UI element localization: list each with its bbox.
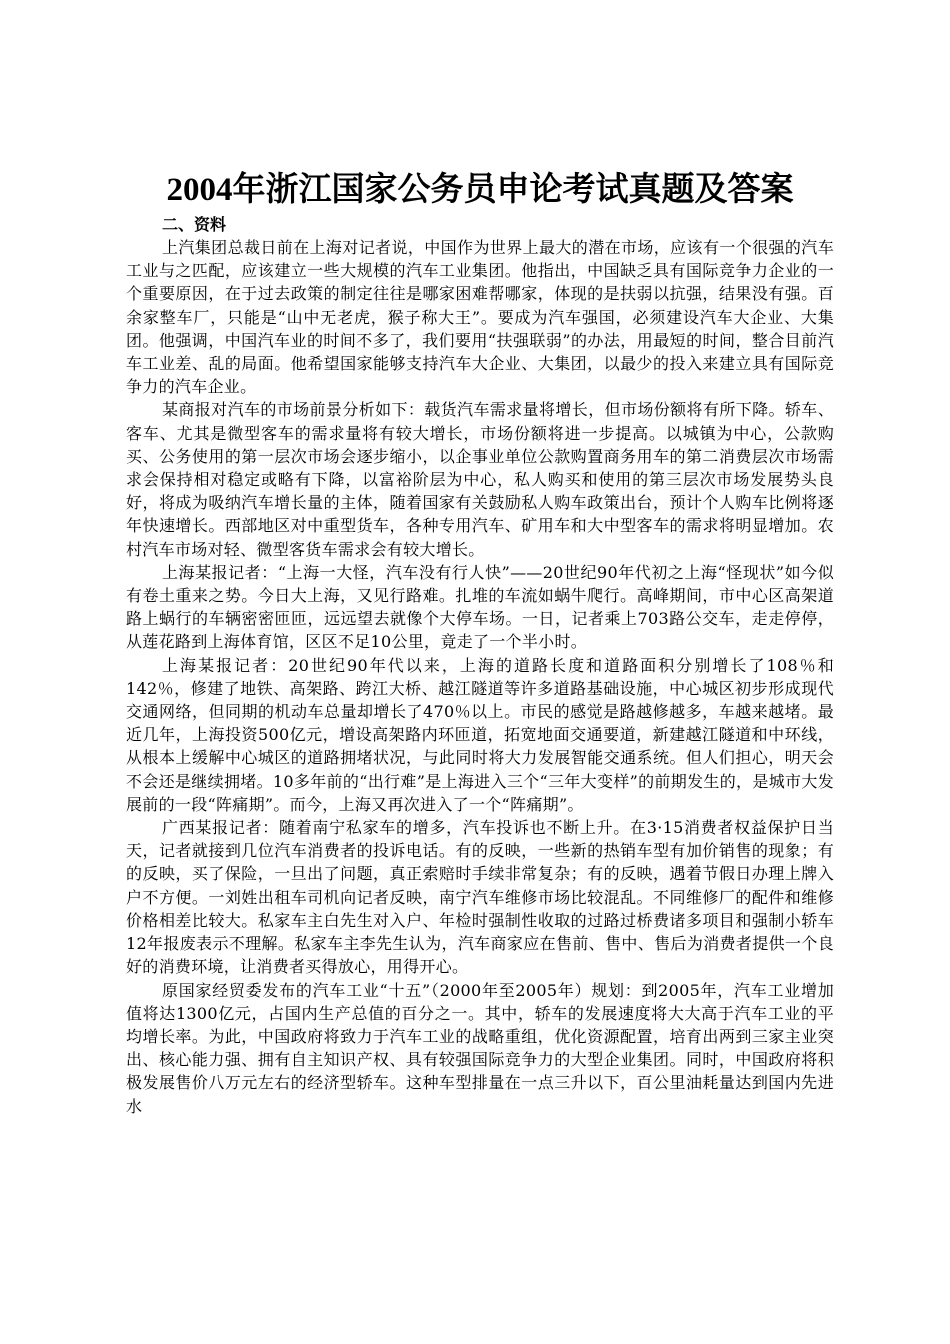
paragraph-1: 上汽集团总裁日前在上海对记者说，中国作为世界上最大的潜在市场，应该有一个很强的汽车工业与之匹配，应该建立一些大规模的汽车工业集团。他指出，中国缺乏具有国际竞争力企业的一个重要原因，在于过去政策的制定往往是哪家困难帮哪家，体现的是扶弱以抗强，结果没有强。百余家整车厂，只能是“山中无老虎，猴子称大王”。要成为汽车强国，必须建设汽车大企业、大集团。他强调，中国汽车业的时间不多了，我们要用“扶强联弱”的办法，用最短的时间，整合目前汽车工业差、乱的局面。他希望国家能够支持汽车大企业、大集团，以最少的投入来建立具有国际竞争力的汽车企业。: [126, 238, 834, 397]
section-heading: 二、资料: [162, 215, 227, 234]
paragraph-6: 原国家经贸委发布的汽车工业“十五”（2000年至2005年）规划：到2005年，汽车工业增加值将达1300亿元，占国内生产总值的百分之一。其中，轿车的发展速度将大大高于汽车工业的平均增长率。为此，中国政府将致力于汽车工业的战略重组，优化资源配置，培育出两到三家主业突出、核心能力强、拥有自主知识产权、具有较强国际竞争力的大型企业集团。同时，中国政府将积极发展售价八万元左右的经济型轿车。这种车型排量在一点三升以下，百公里油耗量达到国内先进水: [126, 980, 834, 1116]
paragraph-3: 上海某报记者：“上海一大怪，汽车没有行人快”——20世纪90年代初之上海“怪现状”如今似有卷土重来之势。今日大上海，又见行路难。扎堆的车流如蜗牛爬行。高峰期间，市中心区高架道路上蜗行的车辆密密匝匝，远远望去就像个大停车场。一日，记者乘上703路公交车，走走停停，从莲花路到上海体育馆，区区不足10公里，竟走了一个半小时。: [126, 562, 834, 652]
paragraph-5: 广西某报记者：随着南宁私家车的增多，汽车投诉也不断上升。在3·15消费者权益保护日当天，记者就接到几位汽车消费者的投诉电话。有的反映，一些新的热销车型有加价销售的现象；有的反映，买了保险，一旦出了问题，真正索赔时手续非常复杂；有的反映，遇着节假日办理上牌入户不方便。一刘姓出租车司机向记者反映，南宁汽车维修市场比较混乱。不同维修厂的配件和维修价格相差比较大。私家车主白先生对入户、年检时强制性收取的过路过桥费诸多项目和强制小轿车12年报废表示不理解。私家车主李先生认为，汽车商家应在售前、售中、售后为消费者提供一个良好的消费环境，让消费者买得放心，用得开心。: [126, 818, 834, 977]
document-title: 2004年浙江国家公务员申论考试真题及答案: [166, 172, 794, 208]
paragraph-4: 上海某报记者：20世纪90年代以来，上海的道路长度和道路面积分别增长了108％和142％，修建了地铁、高架路、跨江大桥、越江隧道等许多道路基础设施，中心城区初步形成现代交通网络，但同期的机动车总量却增长了470％以上。市民的感觉是路越修越多，车越来越堵。最近几年，上海投资500亿元，增设高架路内环匝道，拓宽地面交通要道，新建越江隧道和中环线，从根本上缓解中心城区的道路拥堵状况，与此同时将大力发展智能交通系统。但人们担心，明天会不会还是继续拥堵。10多年前的“出行难”是上海进入三个“三年大变样”的前期发生的，是城市大发展前的一段“阵痛期”。而今，上海又再次进入了一个“阵痛期”。: [126, 655, 834, 814]
paragraph-2: 某商报对汽车的市场前景分析如下：载货汽车需求量将增长，但市场份额将有所下降。轿车、客车、尤其是微型客车的需求量将有较大增长，市场份额将进一步提高。以城镇为中心，公款购买、公务使用的第一层次市场会逐步缩小，以企事业单位公款购置商务用车的第二消费层次市场需求会保持相对稳定或略有下降，以富裕阶层为中心，私人购买和使用的第三层次市场发展势头良好，将成为吸纳汽车增长量的主体，随着国家有关鼓励私人购车政策出台，预计个人购车比例将逐年快速增长。西部地区对中重型货车，各种专用汽车、矿用车和大中型客车的需求将明显增加。农村汽车市场对轻、微型客货车需求会有较大增长。: [126, 400, 834, 559]
document-page: [126, 168, 834, 1118]
